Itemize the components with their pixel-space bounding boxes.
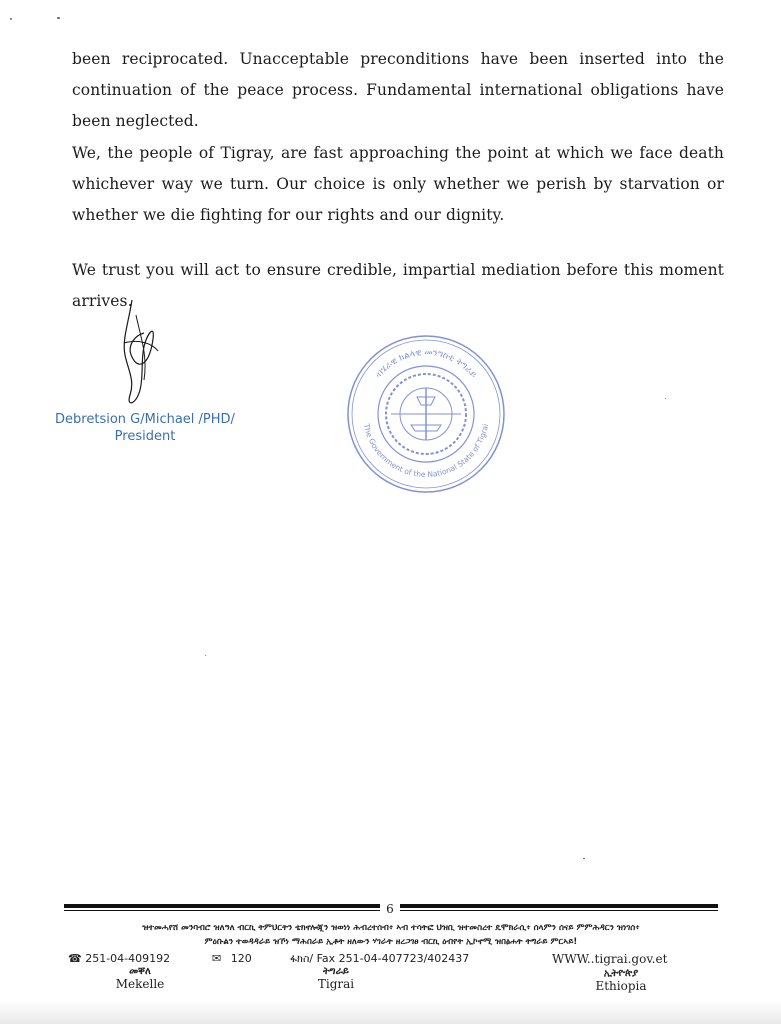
city-english: Ethiopia <box>595 979 647 993</box>
body-paragraph: We trust you will act to ensure credible, impartial mediation before this moment arrives. <box>72 261 724 310</box>
scan-speck <box>10 18 12 20</box>
pobox-number: 120 <box>230 952 252 965</box>
city-amharic: መቐለ <box>129 966 151 977</box>
footer-city <box>276 966 396 991</box>
body-paragraph: been reciprocated. Unacceptable preconditions have been inserted into the continuation of the peace process. Fundamental international obligations have been neglected. <box>72 50 724 130</box>
footer-motto-line: ዝተመሓየሸ መንባብሮ ዝለዓለ ብርኪ ትምህርትን ቴክኖሎጂን ዝወነነ ሕብረተሰብ፥ ኣብ ተሳትፎ ህዝቢ ዝተመስረተ ዴሞክራሲ፥ ሰላምን ሰናይ ምምሕዳርን ዝነገሰ፥ <box>142 923 640 933</box>
phone-icon: ☎ <box>68 952 82 965</box>
footer-motto-line: ምዕቡልን ተወዳዳራይ ዝኾነ ማሕበራይ ኢቶት ዘለውን ሃገራት ዘረጋገፀ ብርኪ ዕብየት ኢኮኖሚ ዝበፅሐት ትግራይ ምርኣይ! <box>204 937 578 947</box>
signature-block <box>40 295 250 480</box>
signatory-name: Debretsion G/Michael /PHD/ <box>55 412 235 427</box>
phone-number: 251-04-409192 <box>85 952 171 965</box>
seal-inner-text: ብሄራዊ ክልላዊ መንግስቲ ትግራይ <box>373 347 479 381</box>
footer-city <box>80 966 200 991</box>
body-paragraph: We, the people of Tigray, are fast approaching the point at which we face death whichever way we turn. Our choice is only whether we perish by starvation or whether we die fighting for our rights and our dignity. <box>72 144 724 224</box>
city-amharic: ኢትዮጵያ <box>603 968 639 979</box>
svg-text:ብሄራዊ ክልላዊ መንግስቲ ትግራይ <box>374 348 479 381</box>
scan-speck <box>665 398 666 399</box>
envelope-icon: ✉ <box>212 952 222 965</box>
scan-speck <box>205 655 206 656</box>
city-english: Tigrai <box>317 977 355 991</box>
footer-website: WWW..tigrai.gov.et <box>552 952 668 966</box>
city-english: Mekelle <box>115 977 165 991</box>
footer-fax: ፋክስ/ Fax 251-04-407723/402437 <box>290 952 470 965</box>
signatory-title: President <box>114 429 176 444</box>
footer-city <box>561 968 681 993</box>
seal-outer-text: The Government of the National State of Tigrai <box>361 423 491 480</box>
scan-speck <box>57 17 60 19</box>
footer-phone <box>68 952 170 965</box>
scan-speck <box>583 858 585 859</box>
city-amharic: ትግራይ <box>323 966 349 977</box>
handwritten-signature-icon <box>40 295 250 415</box>
scan-bottom-edge <box>0 1000 781 1024</box>
government-seal-icon <box>345 333 507 495</box>
page-number: 6 <box>380 902 400 916</box>
footer-pobox <box>212 952 252 965</box>
